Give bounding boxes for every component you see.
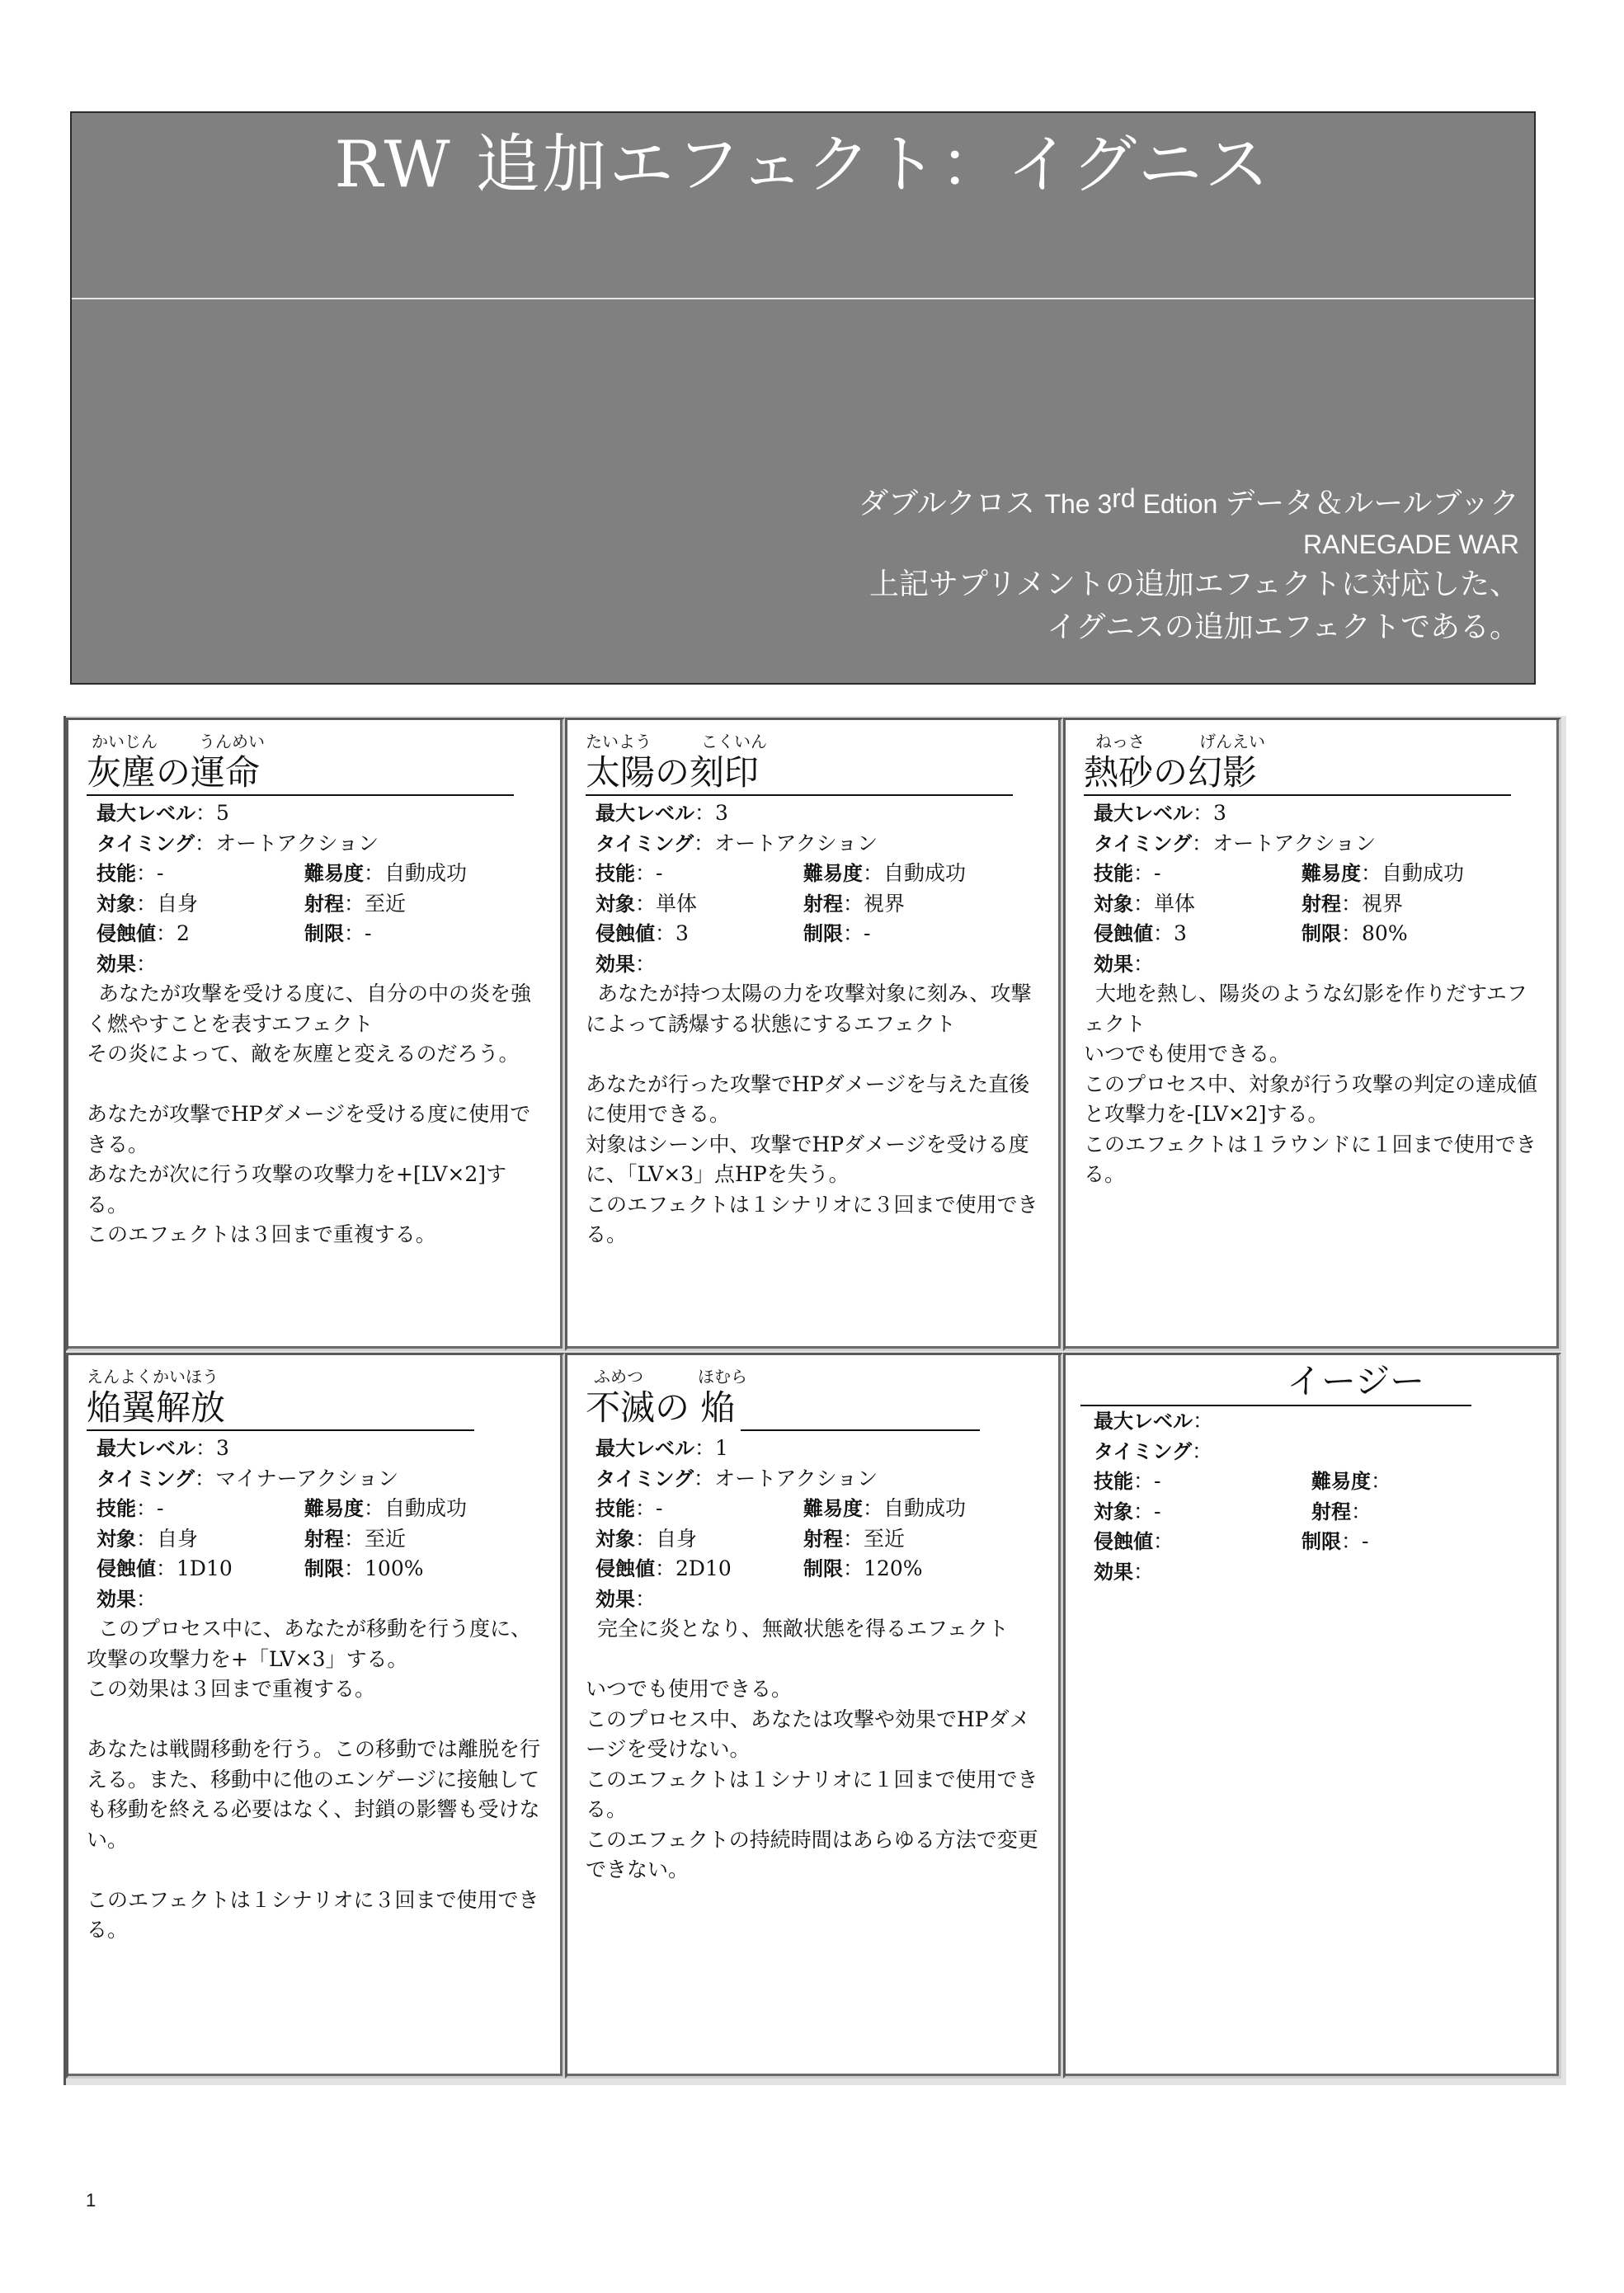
difficulty-value: 自動成功 bbox=[1382, 861, 1465, 885]
target-value: 単体 bbox=[656, 891, 698, 916]
description-line: 上記サプリメントの追加エフェクトに対応した、 bbox=[868, 567, 1519, 601]
effect-card bbox=[1063, 718, 1561, 1351]
skill-value: - bbox=[157, 861, 164, 885]
max-level-value: 3 bbox=[1213, 801, 1226, 825]
difficulty-value: 自動成功 bbox=[883, 861, 967, 885]
effect-stats: 最大レベル ： 5 タイミング ： オートアクション 技能：- 難易度：自動成功 対象：自身 射程：至近 侵蝕値：2 制限：- 効果 ： bbox=[96, 798, 534, 979]
skill-value: - bbox=[656, 1496, 663, 1520]
skill-value: - bbox=[1154, 861, 1161, 885]
timing-value: オートアクション bbox=[714, 831, 878, 855]
effect-description: あなたが攻撃を受ける度に、自分の中の炎を強く燃やすことを表すエフェクト その炎によって、敵を灰塵と変えるのだろう。 あなたが攻撃でHPダメージを受ける度に使用できる。 あなたが次に行う攻撃の攻撃力を+[LV×2]する。 このエフェクトは３回まで重複する。 bbox=[87, 982, 532, 1246]
timing-value: マイナーアクション bbox=[215, 1466, 399, 1490]
page-number: 1 bbox=[86, 2190, 96, 2211]
limit-value: 80% bbox=[1362, 921, 1408, 945]
effect-name: イージー bbox=[1287, 1361, 1425, 1401]
document-description bbox=[859, 483, 1519, 649]
max-level-value: 1 bbox=[715, 1436, 728, 1460]
limit-value: - bbox=[365, 921, 372, 945]
limit-value: 120% bbox=[864, 1556, 923, 1580]
effect-stats: 最大レベル ： 3 タイミング ： オートアクション 技能：- 難易度：自動成功 対象：単体 射程：視界 侵蝕値：3 制限：80% 効果 ： bbox=[1094, 798, 1531, 979]
document-header bbox=[70, 111, 1536, 685]
max-level-value: 5 bbox=[216, 801, 229, 825]
encroach-value: 1D10 bbox=[177, 1556, 233, 1580]
difficulty-value: 自動成功 bbox=[384, 861, 468, 885]
target-value: - bbox=[1154, 1499, 1161, 1523]
name-ruby: かいじん うんめい bbox=[92, 732, 265, 751]
range-value: 至近 bbox=[365, 891, 407, 916]
name-ruby: ねっさ げんえい bbox=[1095, 732, 1265, 751]
range-value: 至近 bbox=[864, 1526, 906, 1551]
name-ruby: ふめつ ほむら bbox=[594, 1367, 747, 1387]
effect-name: 灰塵の運命 bbox=[87, 752, 261, 793]
effect-description: このプロセス中に、あなたが移動を行う度に、攻撃の攻撃力を+「LV×3」する。 この効果は３回まで重複する。 あなたは戦闘移動を行う。この移動では離脱を行える。また、移動中に他のエンゲージに接触しても移動を終える必要はなく、封鎖の影響も受けない。 このエフェクトは１シナリオに３回まで使用できる。 bbox=[87, 1617, 541, 1942]
encroach-value: 2 bbox=[177, 921, 190, 945]
limit-value: - bbox=[864, 921, 871, 945]
effect-card bbox=[66, 1353, 565, 2079]
skill-value: - bbox=[157, 1496, 164, 1520]
effect-description: 大地を熱し、陽炎のような幻影を作りだすエフェクト いつでも使用できる。 このプロセス中、対象が行う攻撃の判定の達成値と攻撃力を-[LV×2]する。 このエフェクトは１ラウンドに１回まで使用できる。 bbox=[1084, 982, 1538, 1186]
effect-description: あなたが持つ太陽の力を攻撃対象に刻み、攻撃によって誘爆する状態にするエフェクト あなたが行った攻撃でHPダメージを与えた直後に使用できる。 対象はシーン中、攻撃でHPダメージを受ける度に、「LV×3」点HPを失う。 このエフェクトは１シナリオに３回まで使用できる。 bbox=[586, 982, 1038, 1246]
effect-card bbox=[565, 1353, 1063, 2079]
effect-description: 完全に炎となり、無敵状態を得るエフェクト いつでも使用できる。 このプロセス中、あなたは攻撃や効果でHPダメージを受けない。 このエフェクトは１シナリオに１回まで使用できる。 このエフェクトの持続時間はあらゆる方法で変更できない。 bbox=[586, 1617, 1038, 1881]
max-level-value: 3 bbox=[216, 1436, 229, 1460]
encroach-value: 3 bbox=[1174, 921, 1187, 945]
limit-value: 100% bbox=[365, 1556, 424, 1580]
target-value: 自身 bbox=[656, 1526, 698, 1551]
effect-name: 熱砂の幻影 bbox=[1084, 752, 1258, 793]
difficulty-value: 自動成功 bbox=[883, 1496, 967, 1520]
document-title: RW 追加エフェクト：イグニス bbox=[334, 128, 1272, 202]
source-book-line: ダブルクロス The 3rd Edtion データ＆ルールブック bbox=[859, 483, 1519, 520]
effect-card-template bbox=[1063, 1353, 1561, 2079]
effect-stats: 最大レベル ： タイミング ： 技能：- 難易度： 対象：- 射程： 侵蝕値： 制限：- 効果 ： bbox=[1094, 1409, 1392, 1584]
limit-value: - bbox=[1362, 1529, 1369, 1553]
encroach-value: 2D10 bbox=[675, 1556, 732, 1580]
difficulty-value: 自動成功 bbox=[384, 1496, 468, 1520]
supplement-name: RANEGADE WAR bbox=[1303, 530, 1519, 559]
target-value: 自身 bbox=[157, 1526, 199, 1551]
target-value: 自身 bbox=[157, 891, 199, 916]
header-divider bbox=[72, 298, 1534, 299]
encroach-value: 3 bbox=[675, 921, 689, 945]
skill-value: - bbox=[656, 861, 663, 885]
name-ruby: えんよくかいほう bbox=[87, 1367, 219, 1387]
description-line: イグニスの追加エフェクトである。 bbox=[1047, 610, 1519, 644]
timing-value: オートアクション bbox=[1212, 831, 1377, 855]
name-ruby: たいよう こくいん bbox=[586, 732, 767, 751]
max-level-value: 3 bbox=[715, 801, 728, 825]
effect-stats: 最大レベル ： 3 タイミング ： マイナーアクション 技能：- 難易度：自動成功 対象：自身 射程：至近 侵蝕値：1D10 制限：100% 効果 ： bbox=[96, 1434, 534, 1614]
timing-value: オートアクション bbox=[714, 1466, 878, 1490]
timing-value: オートアクション bbox=[215, 831, 379, 855]
effect-name: 焔翼解放 bbox=[87, 1387, 226, 1428]
effect-card-grid bbox=[64, 716, 1566, 2085]
effect-card bbox=[66, 718, 565, 1351]
range-value: 至近 bbox=[365, 1526, 407, 1551]
target-value: 単体 bbox=[1154, 891, 1196, 916]
effect-name: 不滅の 焔 bbox=[586, 1387, 736, 1428]
skill-value: - bbox=[1154, 1469, 1161, 1493]
range-value: 視界 bbox=[864, 891, 906, 916]
effect-stats: 最大レベル ： 3 タイミング ： オートアクション 技能：- 難易度：自動成功 対象：単体 射程：視界 侵蝕値：3 制限：- 効果 ： bbox=[595, 798, 1033, 979]
effect-card bbox=[565, 718, 1063, 1351]
effect-stats: 最大レベル ： 1 タイミング ： オートアクション 技能：- 難易度：自動成功 対象：自身 射程：至近 侵蝕値：2D10 制限：120% 効果 ： bbox=[595, 1434, 1033, 1614]
effect-name: 太陽の刻印 bbox=[586, 752, 760, 793]
range-value: 視界 bbox=[1362, 891, 1404, 916]
